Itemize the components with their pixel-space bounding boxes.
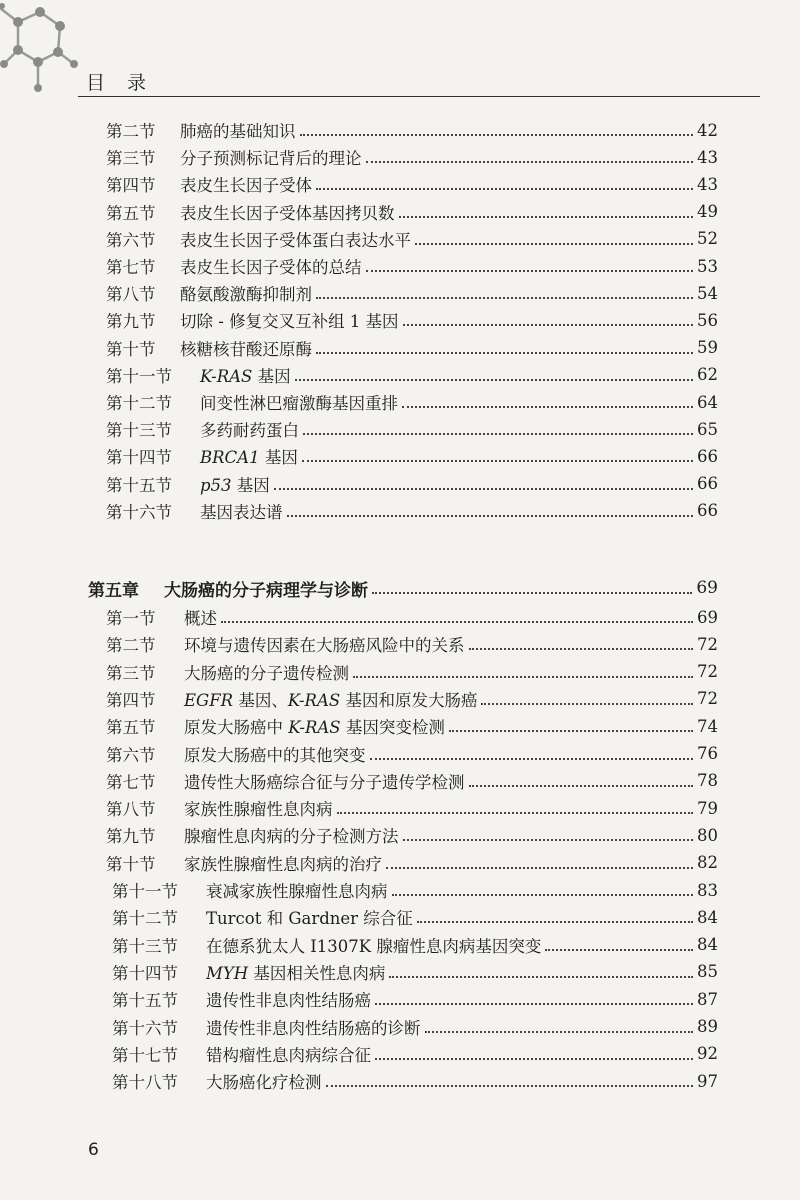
title-text: 遗传性非息肉性结肠癌 [206,991,371,1011]
dot-leader [316,295,693,299]
section-number: 第六节 [106,230,156,250]
section-title [184,660,349,684]
page-ref: 84 [697,907,718,927]
title-text: 表皮生长因子受体基因拷贝数 [180,203,395,223]
section-title [180,172,312,196]
section-number: 第十六节 [106,502,172,522]
dot-leader [389,974,693,978]
toc-entry [106,630,718,658]
section-title [206,878,388,902]
section-title [180,281,312,305]
title-text: 家族性腺瘤性息肉病的治疗 [184,854,382,874]
page-ref: 43 [697,174,718,194]
dot-leader [469,783,694,787]
section-number: 第三节 [106,149,156,169]
toc-entry [112,931,718,959]
section-number: 第四节 [106,176,156,196]
section-title [206,933,541,957]
dot-leader [370,756,694,760]
toc-entry [106,821,718,849]
toc-entry [106,252,718,280]
toc-entry [106,198,718,226]
section-title [184,796,333,820]
section-number: 第十三节 [106,421,172,441]
dot-leader [300,132,694,136]
toc-entry [106,740,718,768]
toc-entry [106,334,718,362]
section-number: 第五节 [106,203,156,223]
page-ref: 82 [697,853,718,873]
gene-name: K-RAS [287,690,341,710]
section-number: 第十六节 [112,1018,178,1038]
page-ref: 62 [697,365,718,385]
title-text: 多药耐药蛋白 [200,421,299,441]
section-title [184,823,399,847]
dot-leader [375,1056,693,1060]
title-text: 腺瘤性息肉病的分子检测方法 [184,827,399,847]
title-text: 基因相关性息肉病 [248,963,386,983]
page-ref: 80 [697,825,718,845]
toc-entry [106,767,718,795]
title-text: 表皮生长因子受体蛋白表达水平 [180,230,411,250]
dot-leader [287,513,694,517]
toc-entry [106,388,718,416]
page-ref: 66 [697,474,718,494]
section-number: 第十节 [106,854,156,874]
section-number: 第十三节 [112,936,178,956]
dot-leader [366,159,694,163]
section-title [200,444,298,468]
dot-leader [295,377,693,381]
toc-entry [112,876,718,904]
title-text: 表皮生长因子受体的总结 [180,258,362,277]
page-header-title: 目 录 [86,72,155,94]
title-text: 间变性淋巴瘤激酶基因重排 [200,394,398,413]
dot-leader [415,241,693,245]
dot-leader [353,674,693,678]
page-ref: 87 [697,989,718,1009]
toc-entry [112,985,718,1013]
page-ref: 69 [697,607,718,627]
page-ref: 97 [697,1071,718,1091]
page-ref: 64 [697,392,718,412]
toc-entry [106,361,718,389]
toc-entry [106,470,718,498]
section-title [200,363,291,387]
page-ref: 49 [697,202,718,222]
toc-entry [106,794,718,822]
section-number: 第六节 [106,745,156,765]
toc-entry [112,958,718,986]
dot-leader [221,619,693,623]
section-number: 第九节 [106,827,156,847]
dot-leader [403,837,694,841]
section-title [184,851,382,875]
section-title [206,987,371,1011]
section-title [184,605,217,629]
page-ref: 76 [697,744,718,763]
section-title [180,227,411,251]
section-number: 第一节 [106,609,156,628]
title-text: 遗传性大肠癌综合征与分子遗传学检测 [184,772,465,792]
section-number: 第五节 [106,718,156,738]
dot-leader [481,701,693,705]
section-title [200,417,299,441]
page-ref: 56 [697,310,718,330]
dot-leader [545,947,693,951]
dot-leader [392,892,694,896]
section-number: 第七节 [106,258,156,277]
section-number: 第十五节 [112,991,178,1011]
section-title [180,254,362,278]
title-text: 肺癌的基础知识 [180,122,296,141]
toc-entry [106,712,718,740]
section-title [180,118,296,142]
section-number: 第二节 [106,636,156,656]
dot-leader [303,431,693,435]
section-number: 第十二节 [112,909,178,929]
page-ref: 72 [697,662,718,682]
toc-entry [106,116,718,144]
page-ref: 83 [697,880,718,900]
section-title [184,687,477,711]
page-ref: 65 [697,419,718,439]
section-number: 第十一节 [106,366,172,386]
section-number: 第九节 [106,312,156,332]
dot-leader [403,322,693,326]
toc-entry [106,442,718,470]
header-divider [78,96,760,97]
dot-leader [316,350,693,354]
section-number: 第八节 [106,285,156,305]
page-ref: 66 [697,501,718,521]
section-number: 第十五节 [106,475,172,495]
section-number: 第十节 [106,339,156,359]
page-ref: 79 [697,798,718,818]
toc-entry [106,306,718,334]
toc-entry [112,1067,718,1095]
page-ref: 74 [697,716,718,736]
gene-name: EGFR [184,690,234,710]
section-title [206,1042,371,1066]
page-ref: 53 [697,256,718,276]
section-number: 第十二节 [106,394,172,413]
dot-leader [469,646,694,650]
toc-entry [106,497,718,525]
dot-leader [386,865,693,869]
title-text: Turcot 和 Gardner 综合征 [206,909,413,929]
page-ref: 69 [696,578,718,598]
toc-entry [106,603,718,631]
page-number: 6 [88,1140,99,1160]
section-title [184,714,445,738]
page-ref: 78 [697,771,718,791]
section-title [184,742,366,766]
page-ref: 52 [697,229,718,249]
section-number: 第十一节 [112,882,178,901]
section-number: 第四节 [106,690,156,710]
title-text: 表皮生长因子受体 [180,176,312,196]
dot-leader [302,458,693,462]
title-text: 原发大肠癌中的其他突变 [184,745,366,765]
section-number: 第十四节 [106,448,172,468]
section-title [180,308,399,332]
title-text: 遗传性非息肉性结肠癌的诊断 [206,1018,421,1038]
title-text: 核糖核苷酸还原酶 [180,339,312,359]
page-ref: 92 [697,1044,718,1064]
dot-leader [326,1083,694,1087]
section-title [206,960,385,984]
toc-entry [106,143,718,171]
section-title [180,145,362,169]
page-ref: 84 [697,935,718,955]
section-title [200,390,398,414]
page-ref: 43 [697,147,718,167]
title-text: 基因 [259,448,298,468]
toc-entry [112,1040,718,1068]
dot-leader [425,1029,694,1033]
section-number: 第十八节 [112,1073,178,1093]
molecule-icon [0,0,80,110]
dot-leader [366,268,694,272]
section-number: 第二节 [106,122,156,141]
section-title [206,1015,421,1039]
title-text: 原发大肠癌中 [184,718,289,738]
section-title [200,499,283,523]
gene-name: p53 [200,475,232,495]
toc-entry [106,170,718,198]
page-ref: 66 [697,446,718,466]
section-title [184,632,465,656]
section-number: 第七节 [106,772,156,792]
title-text: 基因 [252,366,291,386]
section-title [206,1069,322,1093]
gene-name: MYH [206,963,249,983]
page-ref: 72 [697,634,718,654]
gene-name: BRCA1 [200,448,260,468]
title-text: 基因表达谱 [200,502,283,522]
page-ref: 89 [697,1017,718,1036]
dot-leader [372,590,692,594]
toc-entry [106,658,718,686]
page-ref: 59 [697,338,718,358]
section-number: 第五章 [88,580,139,601]
dot-leader [399,214,694,218]
dot-leader [375,1001,693,1005]
section-title: 大肠癌的分子病理学与诊断 [164,580,368,601]
dot-leader [417,919,693,923]
section-title [200,472,270,496]
dot-leader [316,186,693,190]
title-text: 分子预测标记背后的理论 [180,149,362,169]
section-number: 第十四节 [112,963,178,983]
gene-name: K-RAS [200,366,253,386]
title-text: 错构瘤性息肉病综合征 [206,1045,371,1065]
dot-leader [449,728,693,732]
dot-leader [402,404,693,408]
section-number: 第十七节 [112,1045,178,1065]
section-title [180,336,312,360]
section-title [184,769,465,793]
title-text: 大肠癌的分子遗传检测 [184,663,349,683]
title-text: 切除 - 修复交叉互补组 1 基因 [180,312,399,332]
title-text: 酪氨酸激酶抑制剂 [180,285,312,305]
title-text: 基因 [231,475,270,495]
title-text: 衰减家族性腺瘤性息肉病 [206,882,388,901]
toc-entry [106,685,718,713]
dot-leader [274,486,693,490]
section-number: 第三节 [106,663,156,683]
title-text: 概述 [184,609,217,628]
toc-entry [112,903,718,931]
page-ref: 42 [697,120,718,140]
toc-entry [106,225,718,253]
chapter-heading [88,574,718,602]
toc-entry [112,1013,718,1041]
page-ref: 54 [697,283,718,303]
title-text: 基因突变检测 [340,718,445,738]
title-text: 环境与遗传因素在大肠癌风险中的关系 [184,636,465,656]
title-text: 基因、 [233,690,288,710]
section-title [180,200,395,224]
toc-entry [106,415,718,443]
gene-name: K-RAS [288,718,341,738]
title-text: 基因和原发大肠癌 [340,690,478,710]
section-title [206,905,413,929]
page-ref: 72 [697,689,718,709]
toc-entry [106,279,718,307]
page-ref: 85 [697,962,718,982]
section-number: 第八节 [106,800,156,820]
toc-entry [106,849,718,877]
dot-leader [337,810,694,814]
title-text: 家族性腺瘤性息肉病 [184,800,333,820]
title-text: 在德系犹太人 I1307K 腺瘤性息肉病基因突变 [206,936,542,956]
title-text: 大肠癌化疗检测 [206,1073,322,1093]
